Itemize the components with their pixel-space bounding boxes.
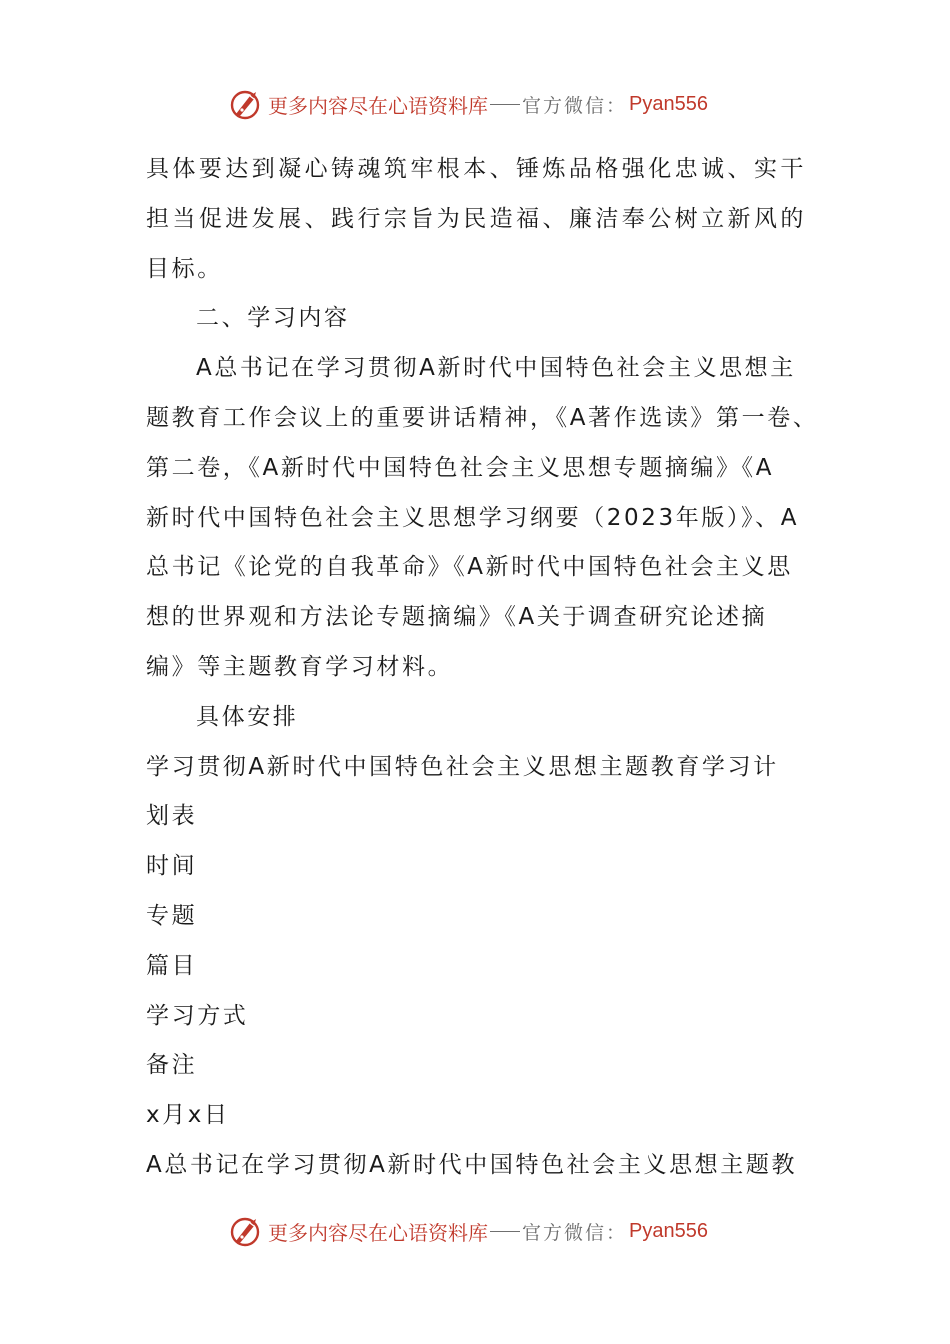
body-line: 具体要达到凝心铸魂筑牢根本、锤炼品格强化忠诚、实干 (146, 156, 806, 182)
table-title-line: 学习贯彻A新时代中国特色社会主义思想主题教育学习计 (146, 753, 779, 780)
table-header-cell: 时间 (146, 853, 198, 880)
watermark-brand-text: 更多内容尽在心语资料库 (268, 1220, 488, 1245)
body-line: 目标。 (146, 255, 223, 282)
watermark-header (228, 84, 708, 124)
table-header-cell: 篇目 (146, 952, 198, 979)
watermark-wechat-id: Pyan556 (629, 1219, 708, 1242)
watermark-footer (228, 1211, 708, 1251)
pen-nib-logo-icon (228, 86, 264, 122)
table-header-cell: 学习方式 (146, 1002, 249, 1029)
body-line: 新时代中国特色社会主义思想学习纲要（2023年版）》、A (146, 504, 800, 531)
body-line: 总书记《论党的自我革命》《A新时代中国特色社会主义思 (146, 554, 793, 581)
body-line: A总书记在学习贯彻A新时代中国特色社会主义思想主 (196, 355, 796, 382)
pen-nib-logo-icon (228, 1213, 264, 1249)
table-cell: x月x日 (146, 1102, 230, 1129)
watermark-dash (490, 104, 520, 105)
body-line: 题教育工作会议上的重要讲话精神，《A著作选读》第一卷、 (146, 404, 819, 431)
body-line: 编》等主题教育学习材料。 (146, 653, 454, 680)
body-line: 担当促进发展、践行宗旨为民造福、廉洁奉公树立新风的 (146, 205, 806, 232)
body-line: 想的世界观和方法论专题摘编》《A关于调查研究论述摘 (146, 604, 768, 631)
table-cell: A总书记在学习贯彻A新时代中国特色社会主义思想主题教 (146, 1151, 798, 1178)
watermark-brand-text: 更多内容尽在心语资料库 (268, 93, 488, 118)
subsection-heading: 具体安排 (196, 703, 299, 730)
watermark-official-label: 官方微信： (522, 94, 628, 117)
document-body (146, 145, 826, 1191)
watermark-dash (490, 1231, 520, 1232)
watermark-wechat-id: Pyan556 (629, 92, 708, 115)
table-title-line: 划表 (146, 803, 198, 830)
body-line: 第二卷，《A新时代中国特色社会主义思想专题摘编》《A (146, 454, 775, 481)
table-header-cell: 备注 (146, 1052, 198, 1079)
table-header-cell: 专题 (146, 902, 198, 929)
watermark-official-label: 官方微信： (522, 1221, 628, 1244)
section-heading: 二、学习内容 (196, 305, 350, 332)
